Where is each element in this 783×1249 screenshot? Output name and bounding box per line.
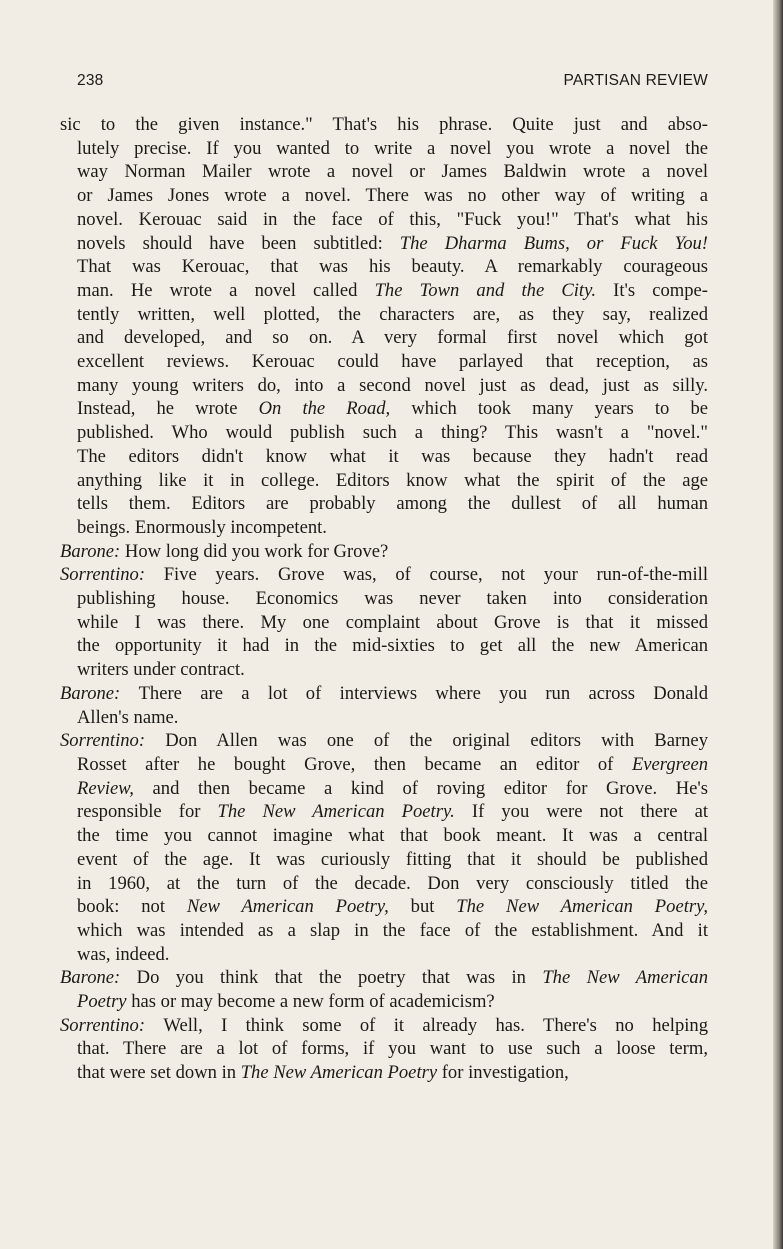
text-segment: That was Kerouac, that was his beauty. A remarkably courageous: [77, 256, 708, 278]
text-line: [77, 872, 708, 896]
text-segment: the opportunity it had in the mid-sixties to get all the new American: [77, 635, 708, 657]
text-segment: and then became a kind of roving editor for Grove. He's: [133, 777, 708, 799]
text-segment: that. There are a lot of forms, if you want to use such a loose term,: [77, 1038, 708, 1060]
text-segment: Instead, he wrote: [77, 398, 259, 420]
text-segment: Don Allen was one of the original editors with Barney: [165, 730, 708, 752]
paragraph: [60, 113, 708, 540]
text-line: [77, 658, 708, 682]
text-segment: How long did you work for Grove?: [124, 540, 389, 562]
running-header: [77, 72, 708, 96]
text-segment: There are a lot of interviews where you run across Donald: [138, 682, 708, 704]
text-segment: beings. Enormously incompetent.: [77, 516, 327, 538]
text-line: [60, 113, 708, 137]
text-segment: was, indeed.: [77, 943, 170, 965]
text-line: [77, 895, 708, 919]
italic-title: Review,: [77, 777, 134, 799]
italic-title: The Dharma Bums, or Fuck You!: [399, 232, 708, 254]
text-segment: It's compe-: [595, 279, 708, 301]
page-number: 238: [77, 72, 104, 89]
text-segment: in 1960, at the turn of the decade. Don very consciously titled the: [77, 872, 708, 894]
interview-turn: [60, 966, 708, 1013]
article-body: [60, 113, 709, 1085]
text-segment: or James Jones wrote a novel. There was no other way of writing a: [77, 185, 708, 207]
text-segment: event of the age. It was curiously fitting that it should be published: [77, 848, 708, 870]
text-line: [60, 540, 708, 564]
text-line: [60, 563, 709, 587]
text-segment: many young writers do, into a second novel just as dead, just as silly.: [77, 374, 708, 396]
text-line: [77, 208, 708, 232]
text-line: [77, 279, 708, 303]
text-line: [77, 634, 708, 658]
text-line: [77, 137, 708, 161]
page-edge-shadow: [773, 0, 783, 1249]
text-line: [77, 160, 708, 184]
text-line: [77, 421, 708, 445]
text-line: [77, 1037, 708, 1061]
interview-turn: [60, 682, 708, 729]
italic-title: Evergreen: [631, 753, 708, 775]
speaker-label: Sorrentino:: [60, 730, 166, 752]
interview-turn: [60, 563, 709, 682]
text-line: [77, 255, 708, 279]
text-line: [77, 1061, 708, 1085]
text-segment: publishing house. Economics was never taken into consideration: [77, 588, 708, 610]
italic-title: New American Poetry,: [186, 896, 389, 918]
text-line: [77, 516, 708, 540]
text-line: [77, 184, 708, 208]
text-segment: tells them. Editors are probably among the dullest of all human: [77, 493, 708, 515]
text-line: [77, 848, 708, 872]
text-line: [60, 682, 708, 706]
text-segment: the time you cannot imagine what that book meant. It was a central: [77, 825, 708, 847]
text-segment: Five years. Grove was, of course, not your run-of-the-mill: [163, 564, 709, 586]
text-line: [77, 990, 708, 1014]
journal-title: PARTISAN REVIEW: [563, 72, 708, 89]
text-segment: for investigation,: [437, 1062, 569, 1084]
text-segment: responsible for: [77, 801, 218, 823]
text-segment: novels should have been subtitled:: [77, 232, 400, 254]
text-segment: but: [388, 896, 457, 918]
text-segment: lutely precise. If you wanted to write a novel you wrote a novel the: [77, 137, 708, 159]
text-segment: If you were not there at: [454, 801, 708, 823]
speaker-label: Sorrentino:: [60, 564, 164, 586]
text-line: [77, 303, 708, 327]
text-segment: book: not: [77, 896, 187, 918]
text-segment: which took many years to be: [390, 398, 708, 420]
text-segment: anything like it in college. Editors know what the spirit of the age: [77, 469, 708, 491]
text-line: [60, 966, 708, 990]
text-line: [60, 1014, 708, 1038]
speaker-label: Sorrentino:: [60, 1014, 164, 1036]
text-segment: novel. Kerouac said in the face of this, "Fuck you!" That's what his: [77, 208, 708, 230]
text-segment: excellent reviews. Kerouac could have parlayed that reception, as: [77, 351, 708, 373]
text-segment: published. Who would publish such a thing? This wasn't a "novel.": [77, 422, 708, 444]
speaker-label: Barone:: [60, 967, 137, 989]
text-line: [77, 943, 708, 967]
interview-turn: [60, 1014, 708, 1085]
text-line: [77, 800, 708, 824]
speaker-label: Barone:: [60, 682, 139, 704]
text-segment: Rosset after he bought Grove, then became an editor of: [77, 753, 632, 775]
text-line: [77, 706, 708, 730]
text-segment: Well, I think some of it already has. There's no helping: [163, 1014, 708, 1036]
interview-turn: [60, 729, 708, 966]
text-segment: which was intended as a slap in the face of the establishment. And it: [77, 919, 708, 941]
text-line: [77, 753, 708, 777]
text-segment: The editors didn't know what it was because they hadn't read: [77, 445, 708, 467]
text-segment: that were set down in: [77, 1062, 241, 1084]
text-line: [77, 326, 708, 350]
text-line: [77, 492, 708, 516]
text-segment: writers under contract.: [77, 659, 245, 681]
text-segment: sic to the given instance." That's his phrase. Quite just and abso-: [60, 114, 708, 135]
speaker-label: Barone:: [60, 540, 125, 562]
italic-title: The Town and the City.: [374, 279, 596, 301]
text-segment: man. He wrote a novel called: [77, 279, 375, 301]
text-line: [77, 397, 708, 421]
text-line: [77, 919, 708, 943]
text-segment: and developed, and so on. A very formal first novel which got: [77, 327, 708, 349]
text-line: [77, 374, 708, 398]
text-segment: tently written, well plotted, the characters are, as they say, realized: [77, 303, 708, 325]
italic-title: The New American Poetry: [240, 1062, 438, 1084]
interview-turn: [60, 540, 708, 564]
text-segment: Allen's name.: [77, 706, 179, 728]
italic-title: The New American Poetry.: [217, 801, 455, 823]
text-line: [60, 729, 708, 753]
italic-title: The New American: [542, 967, 708, 989]
text-line: [77, 777, 708, 801]
italic-title: The New American Poetry,: [456, 896, 708, 918]
text-segment: while I was there. My one complaint about Grove is that it missed: [77, 611, 708, 633]
text-segment: way Norman Mailer wrote a novel or James Baldwin wrote a novel: [77, 161, 708, 183]
text-line: [77, 350, 708, 374]
text-line: [77, 611, 708, 635]
text-line: [77, 445, 708, 469]
italic-title: On the Road,: [258, 398, 391, 420]
text-line: [77, 469, 708, 493]
text-line: [77, 587, 708, 611]
text-segment: Do you think that the poetry that was in: [136, 967, 543, 989]
text-segment: has or may become a new form of academicism?: [126, 991, 495, 1013]
text-line: [77, 824, 708, 848]
text-line: [77, 232, 708, 256]
italic-title: Poetry: [77, 991, 127, 1013]
